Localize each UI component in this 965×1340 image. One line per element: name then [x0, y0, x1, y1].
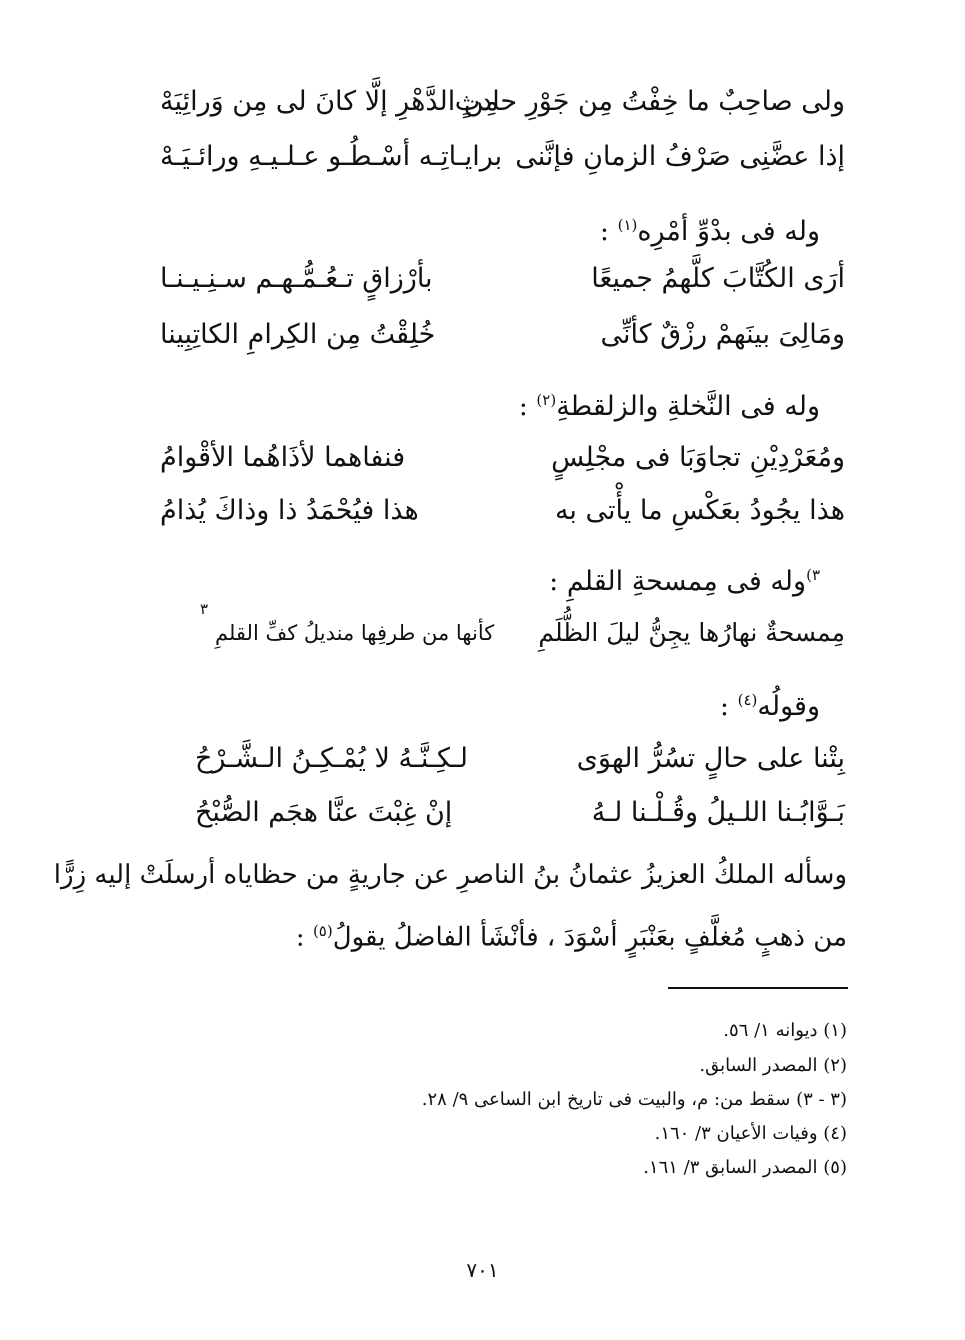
verse-2-first-hemistich: إذا عضَّنِى صَرْفُ الزمانِ فإنَّنى — [515, 141, 845, 172]
poem-intro-2 — [519, 383, 820, 424]
poem-intro-4-colon: : — [719, 691, 730, 722]
footnote-ref-5: (٥) — [312, 922, 333, 940]
poem-intro-4-text: وقولُه — [757, 691, 820, 722]
footnote-ref-2: (٢) — [536, 391, 557, 409]
footnote-ref-4: (٤) — [737, 691, 758, 709]
verse-5-first-hemistich: ومُعَرْدِيْنِ تجاوَبَا فى مجْلِسٍ — [551, 442, 845, 473]
prose-line-2-colon: : — [295, 922, 305, 953]
footnote-1: (١) ديوانه ١/ ٥٦. — [723, 1020, 847, 1041]
prose-line-1: وسأله الملكُ العزيزُ عثمانُ بنُ الناصرِ عن جاريةٍ من حظاياه أرسلَتْ إليه زِرًّا — [53, 860, 847, 890]
poem-intro-1-colon: : — [599, 216, 609, 247]
poem-intro-4 — [720, 683, 820, 724]
verse-8-first-hemistich: بِتْنا على حالٍ تسُرُّ الهوَى — [576, 743, 845, 774]
prose-line-2 — [296, 914, 847, 955]
poem-intro-3-text: وله فى مِمسحةِ القلمِ : — [549, 566, 807, 597]
verse-5-second-hemistich: فنفاهما لأذَاهُما الأقْوامُ — [160, 442, 406, 473]
footnote-5: (٥) المصدر السابق ٣/ ١٦١. — [643, 1157, 847, 1178]
verse-9-second-hemistich: إنْ غِبْتَ عنَّا هجَم الصُّبْحُ — [195, 797, 453, 828]
page-number: ٧٠١ — [466, 1258, 499, 1282]
footnote-ref-3: ٣) — [806, 566, 820, 584]
poem-intro-2-colon: : — [518, 391, 528, 422]
poem-intro-1 — [600, 208, 820, 249]
verse-2-second-hemistich: برايـاتِـه أسْـطُـو عـلـيـهِ ورائـيَـهْ — [160, 141, 503, 172]
verse-1-first-hemistich: ولى صاحِبٌ ما خِفْتُ مِن جَوْرِ حادثٍ — [454, 86, 845, 117]
verse-4-first-hemistich: ومَالِىَ بينَهمْ رزْقٌ كأنِّى — [600, 319, 845, 350]
verse-7-first-hemistich: مِمسحةٌ نهارُها يجِنُّ ليلَ الظُّلَمِ — [538, 618, 845, 647]
footnote-ref-1: (١) — [617, 216, 638, 234]
verse-3-second-hemistich: بأرْزاقٍ تـعُـمُّـهـم سـنِـيـنـا — [160, 263, 433, 294]
verse-1-second-hemistich: مِن الدَّهْرِ إلَّا كانَ لى مِن وَرائِيَهْ — [160, 86, 499, 117]
verse-3-first-hemistich: أرَى الكُتَّابَ كلَّهمُ جميعًا — [591, 263, 845, 294]
prose-line-2-text: من ذهبٍ مُغلَّفٍ بعَنْبَرٍ أسْوَدَ ، فأنْشَأ الفاضلُ يقولُ — [332, 922, 847, 953]
footnote-ref-3-end: ٣ — [200, 600, 209, 618]
verse-8-second-hemistich: لـكِـنَّـهُ لا يُمْـكِـنُ الـشَّـرْحُ — [195, 743, 469, 774]
verse-6-second-hemistich: هذا فيُحْمَدُ ذا وذاكَ يُذامُ — [160, 495, 419, 526]
verse-7-second-hemistich: كأنها من طرفِها منديلُ كفِّ القلمِ — [215, 621, 495, 645]
poem-intro-1-text: وله فى بدْوِّ أمْرِه — [637, 216, 820, 247]
poem-intro-3 — [549, 558, 820, 599]
verse-6-first-hemistich: هذا يجُودُ بعَكْسِ ما يأْتى به — [554, 495, 845, 526]
verse-9-first-hemistich: بَـوَّابُـنا اللـيلُ وقُـلْـنا لـهُ — [591, 797, 845, 828]
verse-4-second-hemistich: خُلِقْتُ مِن الكِرامِ الكاتِبِينا — [160, 319, 436, 350]
footnote-divider — [668, 987, 848, 989]
footnote-2: (٢) المصدر السابق. — [699, 1055, 847, 1076]
footnote-4: (٤) وفيات الأعيان ٣/ ١٦٠. — [654, 1123, 847, 1144]
footnote-3: (٣ - ٣) سقط من: م، والبيت فى تاريخ ابن الساعى ٩/ ٢٨. — [421, 1089, 847, 1110]
poem-intro-2-text: وله فى النَّخلةِ والزلقطةِ — [556, 391, 820, 422]
